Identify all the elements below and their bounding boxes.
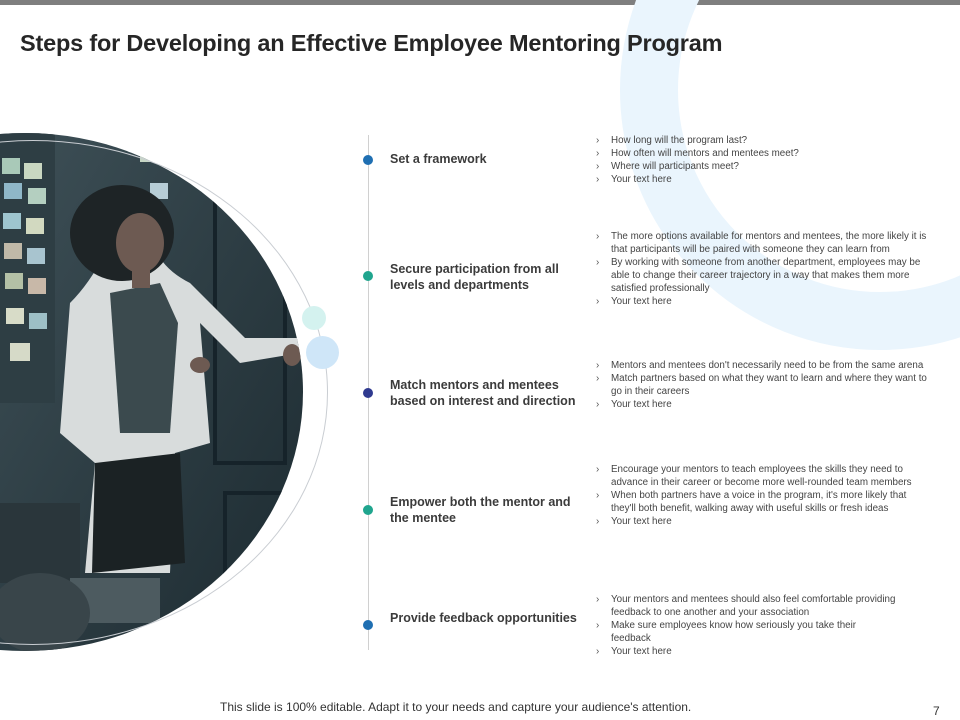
list-item: › The more options available for mentors and mentees, the more likely it is that participants will be paired with someone they can learn from <box>596 231 931 257</box>
list-item: › Match partners based on what they want to learn and where they want to go in their careers <box>596 373 931 399</box>
step-4-marker-icon <box>363 505 373 515</box>
step-5-marker-icon <box>363 620 373 630</box>
list-item: › How long will the program last? <box>596 135 931 148</box>
step-3-bullets <box>596 360 931 412</box>
step-1-marker-icon <box>363 155 373 165</box>
list-item: › When both partners have a voice in the program, it's more likely that they'll both benefit, walking away with useful skills or fresh ideas <box>596 490 916 516</box>
step-3-title: Match mentors and mentees based on interest and direction <box>390 378 576 408</box>
step-4-title: Empower both the mentor and the mentee <box>390 495 571 525</box>
page-number: 7 <box>933 704 940 718</box>
step-3-marker-icon <box>363 388 373 398</box>
list-item: › Your text here <box>596 296 931 309</box>
list-item: › Your text here <box>596 399 931 412</box>
step-2-bullets <box>596 231 931 308</box>
step-5-bullets <box>596 594 896 659</box>
list-item: › Your mentors and mentees should also feel comfortable providing feedback to one another and your association <box>596 594 896 620</box>
step-2-title: Secure participation from all levels and departments <box>390 262 559 292</box>
list-item: › Your text here <box>596 646 896 659</box>
slide-title: Steps for Developing an Effective Employee Mentoring Program <box>20 30 723 56</box>
list-item: › Where will participants meet? <box>596 161 931 174</box>
step-2-marker-icon <box>363 271 373 281</box>
list-item: › Your text here <box>596 516 916 529</box>
step-4-bullets <box>596 464 916 529</box>
list-item: › Mentors and mentees don't necessarily need to be from the same arena <box>596 360 931 373</box>
step-5-title: Provide feedback opportunities <box>390 611 577 625</box>
list-item: › How often will mentors and mentees meet? <box>596 148 931 161</box>
step-1-bullets <box>596 135 931 187</box>
decorative-dot-teal <box>302 306 326 330</box>
list-item: › Make sure employees know how seriously you take their feedback <box>596 620 896 646</box>
list-item: › Encourage your mentors to teach employees the skills they need to advance in their career or become more well-rounded team members <box>596 464 916 490</box>
slide-footer-note: This slide is 100% editable. Adapt it to your needs and capture your audience's attention. <box>220 700 692 714</box>
decorative-dot-blue <box>306 336 339 369</box>
list-item: › By working with someone from another department, employees may be able to change their career trajectory in a way that makes them more satisfied professionally <box>596 257 931 296</box>
step-1-title: Set a framework <box>390 152 487 166</box>
list-item: › Your text here <box>596 174 931 187</box>
